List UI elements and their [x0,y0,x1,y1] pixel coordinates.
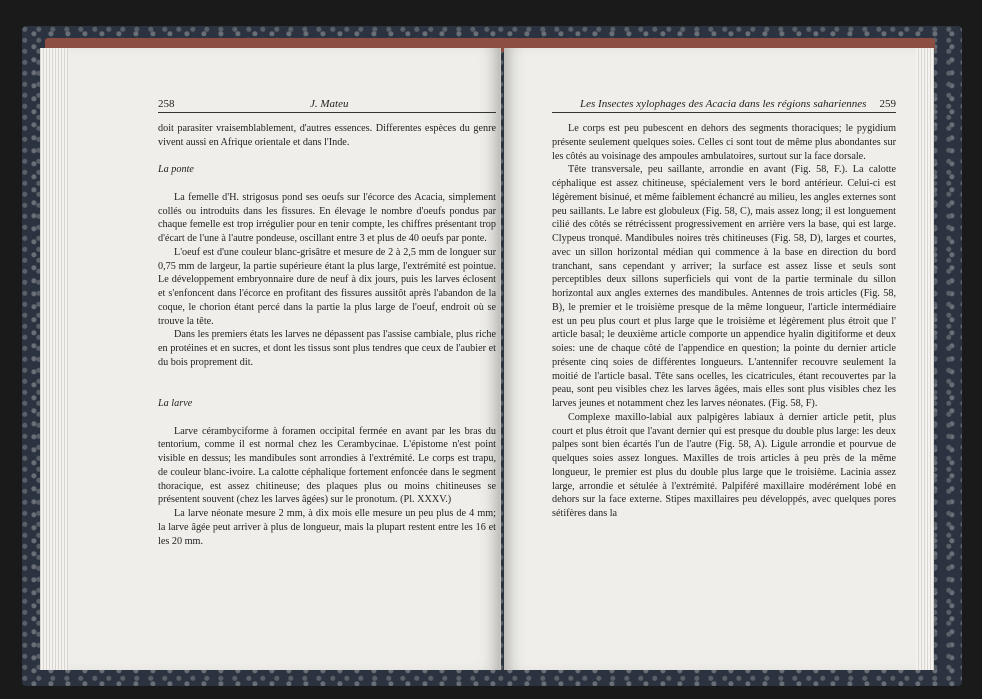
running-head-right [552,98,896,113]
running-head-author: J. Mateu [310,98,349,110]
section-heading: La larve [158,398,193,409]
paragraph: Dans les premiers états les larves ne dépassent pas l'assise cambiale, plus riche en protéines et en sucres, et dont les tissus sont plus tendres que ceux de l'aubier et du bois proprement dit. [158,329,496,368]
section-heading: La ponte [158,164,194,176]
paragraph: Tête transversale, peu saillante, arrondie en avant (Fig. 58, F.). La calotte céphalique est assez chitineuse, spécialement vers le bord antérieur. Celui-ci est légèrement bisinué, et même faiblement échancré au milieu, les angles externes sont peu saillants. Le labre est globuleux (Fig. 58, C), mais assez long; il est longuement cilié des côtés se rétrécissent progressivement en arrière vers la base, qui est large. Clypeus tronqué. Mandibules noires très chitineuses (Fig. 58, D), larges et courtes, avec un sillon horizontal médian qui commence à la base en direction du bord tranchant, sans cependant y arriver; la surface est assez lisse et seuls sont perceptibles deux sillons superficiels qui vont de la partie terminale du sillon horizontal aux angles externes des mandibules. Antennes de trois articles (Fig. 58, B), le premier et le troisième presque de la même longueur, l'article intermédiaire est un peu plus court et plus large que le troisième et légèrement plus étroit que l' article basal; le deuxième article comporte un appendice hyalin digitiforme et deux soies: une de chaque côté de l'appendice en question; la pointe du dernier article présente cinq soies de différentes longueurs. L'antennifer recouvre seulement la moitié de l'article basal. Tête sans ocelles, les cicatricules, étant recouvertes par la peau, sont peu visibles chez les larves âgées, mais elles sont plus visibles chez les larves jeunes et notamment chez les larves néonates. (Fig. 58, F). [552,164,896,409]
page-number: 258 [158,98,175,110]
running-head-left [158,98,496,113]
paragraph: La femelle d'H. strigosus pond ses oeufs sur l'écorce des Acacia, simplement collés ou introduits dans les fissures. En élevage le nombre d'oeufs pondus par chaque femelle est trop irrégulier pour en tenir compte, les chiffres présentant trop d'écart de l'une à l'autre pondeuse, oscillant entre 3 et plus de 40 oeufs par ponte. [158,191,496,244]
left-page-body [158,122,496,548]
right-page-body [552,122,896,521]
left-page [40,48,501,670]
right-page [504,48,934,670]
page-number: 259 [879,98,896,110]
running-head-title: Les Insectes xylophages des Acacia dans les régions sahariennes [580,98,867,110]
paragraph: La larve néonate mesure 2 mm, à dix mois elle mesure un peu plus de 4 mm; la larve âgée peut arriver à plus de longueur, mais la plupart restent entre les 16 et les 20 mm. [158,508,496,547]
paragraph: Larve cérambyciforme à foramen occipital fermée en avant par les bras du tentorium, comme il est normal chez les Cerambycinae. L'épistome n'est point visible en dessus; les mandibules sont arrondies à l'extrémité. Le corps est trapu, de couleur blanc-ivoire. La calotte céphalique fortement enfoncée dans le segment thoracique, est assez chitineuse; des plaques plus ou moins chitineuses se présentent souvent (chez les larves âgées) sur le pronotum. (Pl. XXXV.) [158,425,496,506]
paragraph: Le corps est peu pubescent en dehors des segments thoraciques; le pygidium présente seulement quelques soies. Celles ci sont tout de même plus abondantes sur les côtés au voisinage des ampoules ambulatoires, surtout sur la face dorsale. [552,123,896,162]
paragraph: L'oeuf est d'une couleur blanc-grisâtre et mesure de 2 à 2,5 mm de longuer sur 0,75 mm de largeur, la partie supérieure étant la plus large, l'extrémité est pointue. Le développement embryonnaire dure de neuf à dix jours, puis les larves éclosent et s'enfoncent dans l'écorce en profitant des fissures aussitôt après l'abandon de la coque, le chorion étant percé dans la partie la plus large de l'oeuf, endroit où se trouve la tête. [158,246,496,327]
paragraph: doit parasiter vraisemblablement, d'autres essences. Differentes espèces du genre vivent aussi en Afrique orientale et dans l'Inde. [158,123,496,148]
paragraph: Complexe maxillo-labial aux palpigères labiaux à dernier article petit, plus court et plus étroit que l'avant dernier qui est presque du double plus large: les deux palpes sont bien écartés l'un de l'autre (Fig. 58, A). Ligule arrondie et pourvue de quelques soies assez longues. Maxilles de trois articles à peu près de la même longueur, le premier est plus du double plus large que le troisième. Lacinia assez large, arrondie et sétulée à l'extrémité. Palpiféré maxillaire modérément lobé en dehors sur la face externe. Stipes maxillaires peu développés, avec quelques pores sétifères dans la [552,411,896,519]
